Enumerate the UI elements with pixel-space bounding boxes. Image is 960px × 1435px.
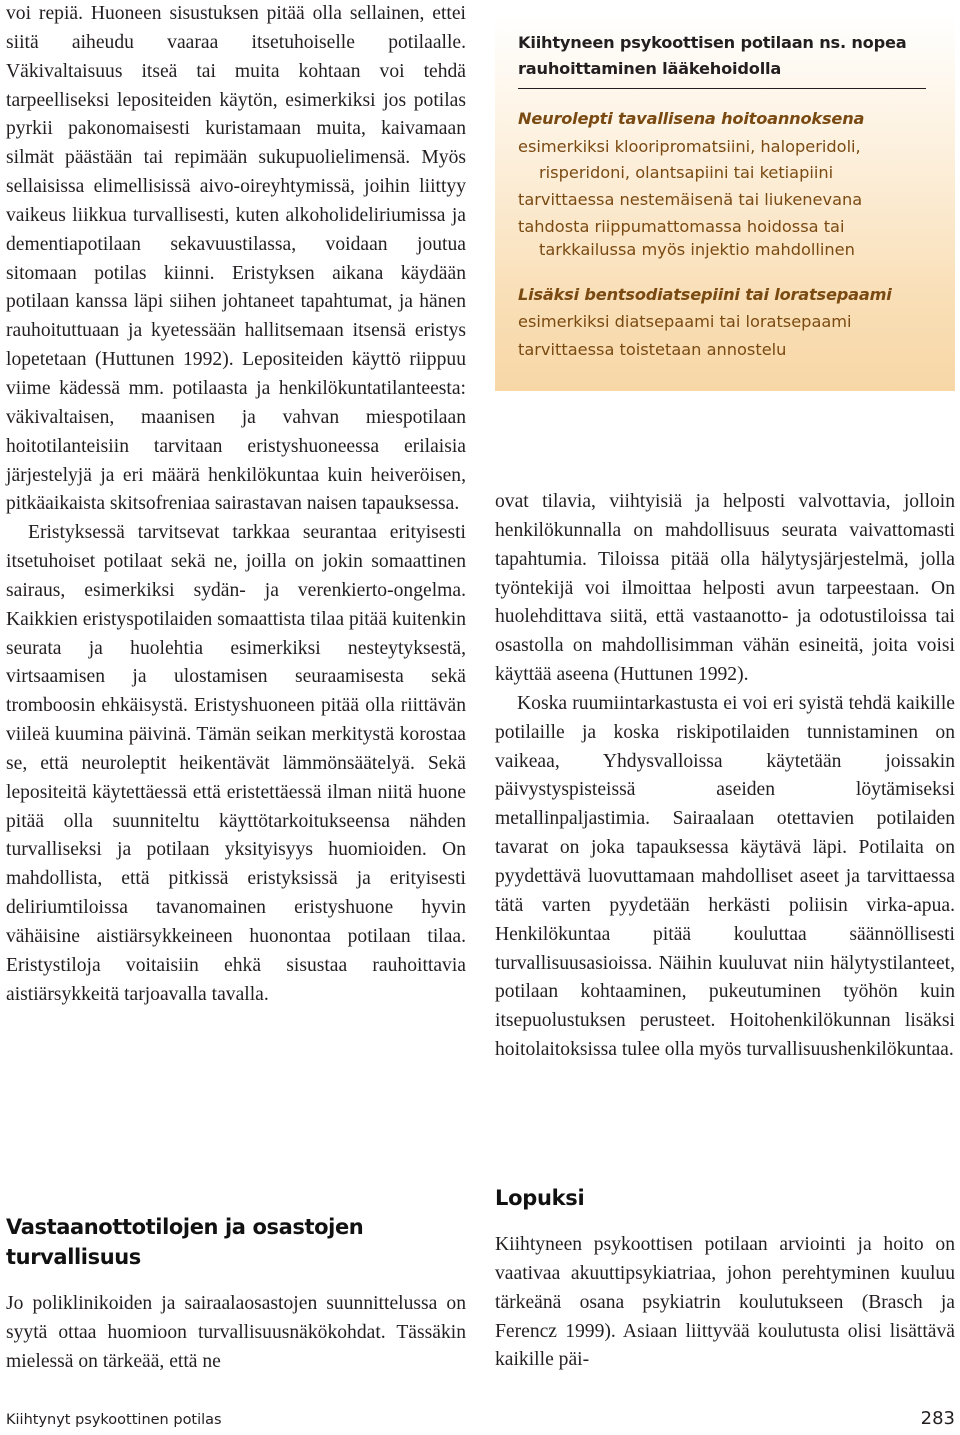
left-column-tail [6, 1290, 466, 1377]
callout-line: esimerkiksi klooripromatsiini, haloperidoli, [518, 137, 861, 156]
callout-title: Kiihtyneen psykoottisen potilaan ns. nopea rauhoittaminen lääkehoidolla [518, 33, 907, 78]
body-paragraph: ovat tilavia, viihtyisiä ja helposti valvottavia, jolloin henkilökunnalla on mahdollisuus seurata vaivattomasti tapahtumia. Tiloissa pitää olla hälytysjärjestelmä, jolla työntekijä voi ilmoittaa helposti avun tarpeestaan. On huolehdittava siitä, että vastaanotto- ja odotustiloissa tai osastolla on mahdollisimman vähän esineitä, joita voisi käyttää aseena (Huttunen 1992). [495, 491, 955, 686]
callout-divider [518, 88, 926, 89]
callout-line: tarvittaessa toistetaan annostelu [518, 340, 787, 359]
body-paragraph: Koska ruumiintarkastusta ei voi eri syistä tehdä kaikille potilaille ja koska riskipotilaiden tunnistaminen on vaikeaa, Yhdysvalloissa käytetään joissakin päivystyspisteissä aseiden löytämiseksi metallinpaljastimia. Sairaalaan otettavien potilaiden tavarat on joka tapauksessa käytävä läpi. Potilaita on pyydettävä luovuttamaan mahdolliset aseet ja tarvittaessa tätä varten pyydetään herkästi poliisin virka-apua. Henkilökuntaa pitää kouluttaa säännöllisesti turvallisuusasioissa. Näihin kuuluvat niin hälytystilanteet, potilaan kohtaaminen, pukeutuminen työhön kuin itsepuolustuksen perusteet. Hoitohenkilökunnan lisäksi hoitolaitoksissa tulee olla myös turvallisuushenkilökuntaa. [495, 692, 955, 1061]
callout-group-heading: Lisäksi bentsodiatsepiini tai loratsepaami [518, 285, 892, 304]
section-heading: Vastaanottotilojen ja osastojen turvallisuus [6, 1215, 364, 1269]
callout-line-continued: tarkkailussa myös injektio mahdollinen [539, 240, 855, 259]
right-column [495, 488, 955, 1065]
page-number: 283 [920, 1408, 955, 1429]
callout-line: tarvittaessa nestemäisenä tai liukenevana [518, 190, 863, 209]
callout-line-continued: risperidoni, olantsapiini tai ketiapiini [539, 163, 834, 182]
body-paragraph: Eristyksessä tarvitsevat tarkkaa seurantaa erityisesti itsetuhoiset potilaat sekä ne, joilla on jokin somaattinen sairaus, esimerkiksi sydän- ja verenkierto-ongelma. Kaikkien eristyspotilaiden somaattista tilaa pitää kuitenkin seurata ja huolehtia esimerkiksi nesteytyksestä, virtsaamisen ja ulostamisen seuraamisesta sekä tromboosin ehkäisystä. Eristyshuoneen pitää olla riittävän viileä kuumina päivinä. Tämän seikan merkitystä korostaa se, että neuroleptit heikentävät lämmönsäätelyä. Sekä lepositeitä käytettäessä että eristettäessä ilman niitä huone pitää olla suunniteltu käyttötarkoitukseensa nähden turvalliseksi ja potilaan yksityisyys huomioiden. On mahdollista, että pitkissä eristyksissä ja erityisesti deliriumtiloissa tavanomainen eristyshuone hyvin vähäisine aistiärsykkeineen huonontaa potilaan tilaa. Eristystiloja voitaisiin ehkä sisustaa rauhoittavia aistiärsykkeitä tarjoavalla tavalla. [6, 522, 466, 1005]
callout-group-heading: Neurolepti tavallisena hoitoannoksena [518, 109, 865, 128]
body-paragraph: Kiihtyneen psykoottisen potilaan arviointi ja hoito on vaativaa akuuttipsykiatriaa, johon perehtyminen kuuluu tärkeänä osana psykiatrin koulutukseen (Brasch ja Ferencz 1999). Asiaan liittyvää koulutusta olisi lisättävä kaikille päi- [495, 1234, 955, 1371]
medication-callout-box [495, 15, 955, 391]
left-column [6, 0, 466, 1010]
running-footer-title: Kiihtynyt psykoottinen potilas [6, 1412, 222, 1428]
body-paragraph: voi repiä. Huoneen sisustuksen pitää olla sellainen, ettei siitä aiheudu vaaraa itsetuhoiselle potilaalle. Väkivaltaisuus itseä tai muita kohtaan voi tehdä tarpeelliseksi lepositeiden käytön, esimerkiksi jos potilas pyrkii pakonomaisesti kuristamaan muita, kaivamaan silmät päästään tai repimään sukupuolielimensä. Myös sellaisissa elimellisissä aivo-oireyhtymissä, joihin liittyy vaikeus liikkua turvallisesti, kuten alkoholideliriumissa ja dementiapotilaan sekavuustilassa, voidaan joutua sitomaan potilas kiinni. Eristyksen aikana käydään potilaan kanssa läpi siihen johtaneet tapahtumat, ja hänen rauhoituttuaan ja kyetessään hallitsemaan itsensä eristys lopetetaan (Huttunen 1992). Lepositeiden käyttö riippuu viime kädessä mm. potilaasta ja henkilökuntatilanteesta: väkivaltaisen, maanisen ja vahvan miespotilaan hoitotilanteisiin tarvitaan eristyshuoneessa erilaisia järjestelyjä ja eri määrä henkilökuntaa kuin heiveröisen, pitkäaikaista skitsofreniaa sairastavan naisen tapauksessa. [6, 3, 466, 515]
callout-line: tahdosta riippumattomassa hoidossa tai [518, 217, 845, 236]
section-heading: Lopuksi [495, 1186, 585, 1210]
body-paragraph: Jo poliklinikoiden ja sairaalaosastojen suunnittelussa on syytä ottaa huomioon turvallisuusnäkökohdat. Tässäkin mielessä on tärkeää, että ne [6, 1293, 466, 1372]
callout-line: esimerkiksi diatsepaami tai loratsepaami [518, 312, 852, 331]
right-column-tail [495, 1231, 955, 1375]
